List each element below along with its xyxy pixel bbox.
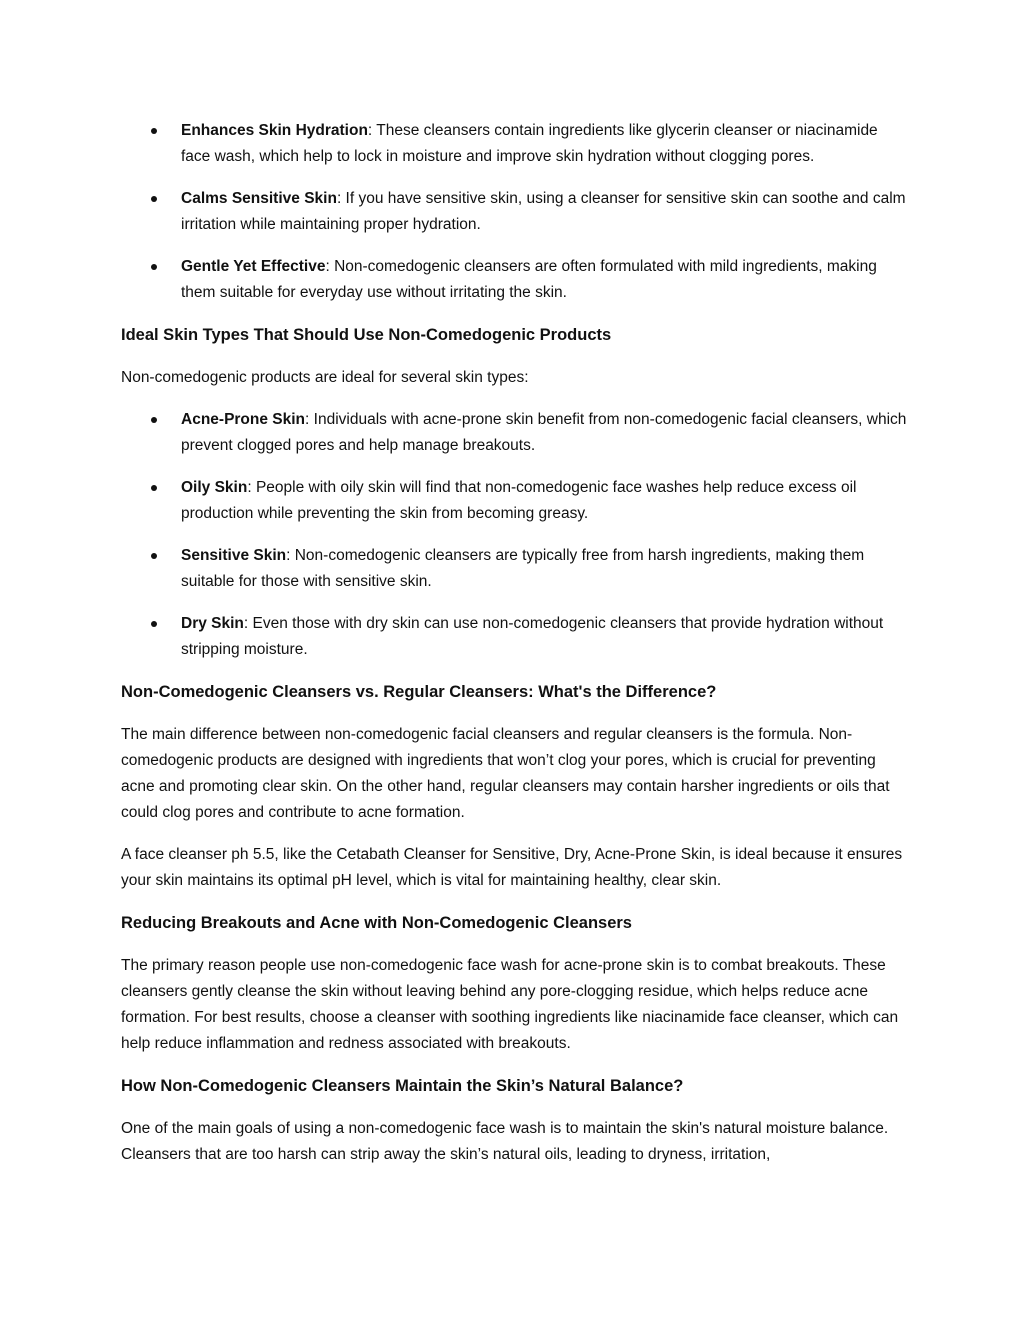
skin-types-list (121, 407, 911, 663)
benefits-list (121, 118, 911, 306)
section-heading-skin-types: Ideal Skin Types That Should Use Non-Comedogenic Products (121, 326, 612, 344)
list-item-text: : People with oily skin will find that non-comedogenic face washes help reduce excess oil production while preventing the skin from becoming greasy. (181, 479, 857, 522)
section-heading-breakouts: Reducing Breakouts and Acne with Non-Comedogenic Cleansers (121, 914, 632, 932)
bullet-icon (151, 128, 157, 134)
bullet-icon (151, 553, 157, 559)
paragraph: A face cleanser ph 5.5, like the Cetabath Cleanser for Sensitive, Dry, Acne-Prone Skin, is ideal because it ensures your skin maintains its optimal pH level, which is vital for maintaining healthy, clear skin. (121, 846, 903, 889)
list-item-term: Oily Skin (181, 479, 248, 496)
list-item-text: : Non-comedogenic cleansers are typically free from harsh ingredients, making them suitable for those with sensitive skin. (181, 547, 865, 590)
paragraph: One of the main goals of using a non-comedogenic face wash is to maintain the skin's natural moisture balance. Cleansers that are too harsh can strip away the skin’s natural oils, leading to dryness, irritation, (121, 1120, 889, 1163)
bullet-icon (151, 264, 157, 270)
bullet-icon (151, 621, 157, 627)
list-item-term: Acne-Prone Skin (181, 411, 306, 428)
list-item-text: : Even those with dry skin can use non-comedogenic cleansers that provide hydration without stripping moisture. (181, 615, 884, 658)
bullet-icon (151, 417, 157, 423)
list-item-text: : If you have sensitive skin, using a cleanser for sensitive skin can soothe and calm irritation while maintaining proper hydration. (181, 190, 906, 233)
list-item-term: Dry Skin (181, 615, 244, 632)
bullet-icon (151, 485, 157, 491)
section-intro: Non-comedogenic products are ideal for several skin types: (121, 369, 529, 386)
list-item (121, 407, 911, 459)
list-item (121, 475, 911, 527)
paragraph: The main difference between non-comedogenic facial cleansers and regular cleansers is the formula. Non-comedogenic products are designed with ingredients that won’t clog your pores, which is crucial for preventing acne and promoting clear skin. On the other hand, regular cleansers may contain harsher ingredients or oils that could clog pores and contribute to acne formation. (121, 726, 890, 821)
list-item-text: : Individuals with acne-prone skin benefit from non-comedogenic facial cleansers, which prevent clogged pores and help manage breakouts. (181, 411, 907, 454)
list-item (121, 186, 911, 238)
list-item-term: Gentle Yet Effective (181, 258, 326, 275)
list-item (121, 118, 911, 170)
paragraph: The primary reason people use non-comedogenic face wash for acne-prone skin is to combat breakouts. These cleansers gently cleanse the skin without leaving behind any pore-clogging residue, which helps reduce acne formation. For best results, choose a cleanser with soothing ingredients like niacinamide face cleanser, which can help reduce inflammation and redness associated with breakouts. (121, 957, 899, 1052)
section-heading-balance: How Non-Comedogenic Cleansers Maintain the Skin’s Natural Balance? (121, 1077, 684, 1095)
list-item (121, 254, 911, 306)
section-heading-difference: Non-Comedogenic Cleansers vs. Regular Cleansers: What's the Difference? (121, 683, 717, 701)
list-item (121, 611, 911, 663)
list-item-text: : These cleansers contain ingredients like glycerin cleanser or niacinamide face wash, which help to lock in moisture and improve skin hydration without clogging pores. (181, 122, 878, 165)
list-item-text: : Non-comedogenic cleansers are often formulated with mild ingredients, making them suitable for everyday use without irritating the skin. (181, 258, 877, 301)
list-item (121, 543, 911, 595)
list-item-term: Enhances Skin Hydration (181, 122, 368, 139)
document-page (121, 118, 911, 1184)
list-item-term: Calms Sensitive Skin (181, 190, 337, 207)
list-item-term: Sensitive Skin (181, 547, 287, 564)
bullet-icon (151, 196, 157, 202)
